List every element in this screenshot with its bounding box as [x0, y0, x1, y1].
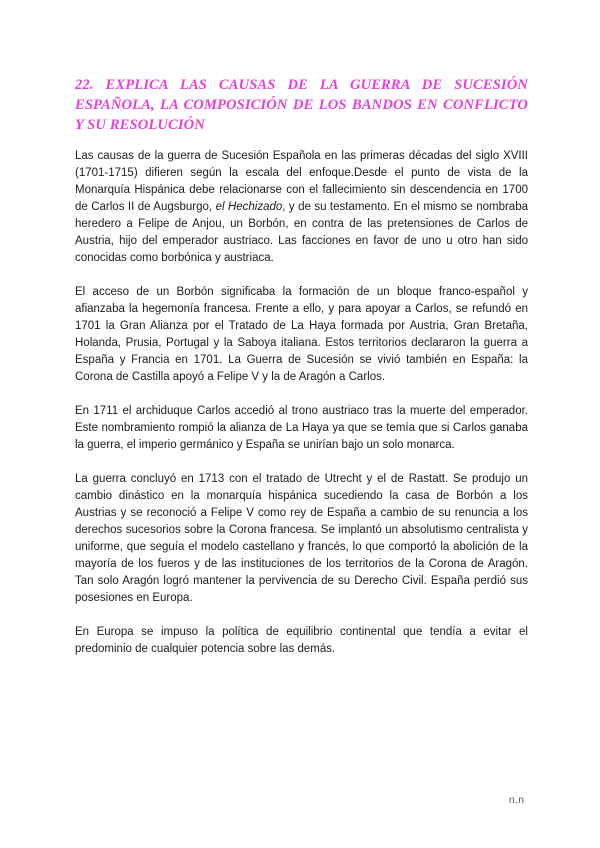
- paragraph-archduke: En 1711 el archiduque Carlos accedió al trono austriaco tras la muerte del emperador. Este nombramiento rompió la alianza de La Haya ya que se temía que si Carlos ganaba la guerra, el imperio germánico y España se unirían bajo un solo monarca.: [75, 405, 528, 451]
- answer-body: [75, 148, 528, 675]
- paragraph-resolution: La guerra concluyó en 1713 con el tratado de Utrecht y el de Rastatt. Se produjo un cambio dinástico en la monarquía hispánica sucediendo la casa de Borbón a los Austrias y se reconoció a Felipe V como rey de España a cambio de su renuncia a los derechos sucesorios sobre la Corona francesa. Se implantó un absolutismo centralista y uniforme, que seguía el modelo castellano y francés, lo que comportó la abolición de la mayoría de los fueros y de las instituciones de los territorios de la Corona de Aragón. Tan solo Aragón logró mantener la pervivencia de su Derecho Civil. España perdió sus posesiones en Europa.: [75, 473, 528, 604]
- paragraph-causes-text-end: , y de su testamento. En el mismo se nombraba heredero a Felipe de Anjou, un Borbón, en contra de las pretensiones de Carlos de Austria, hijo del emperador austriaco. Las facciones en favor de uno u otro han sido conocidas como borbónica y austriaca.: [75, 201, 528, 264]
- question-heading: 22. EXPLICA LAS CAUSAS DE LA GUERRA DE SUCESIÓN ESPAÑOLA, LA COMPOSICIÓN DE LOS BANDOS EN CONFLICTO Y SU RESOLUCIÓN: [75, 77, 528, 133]
- paragraph-causes: [75, 148, 528, 267]
- paragraph-causes-text-start: Las causas de la guerra de Sucesión Española en las primeras décadas del siglo XVIII (1701-1715) difieren según la escala del enfoque.Desde el punto de vista de la Monarquía Hispánica debe relacionarse con el fallecimiento sin descendencia en 1700 de Carlos II de Augsburgo,: [75, 150, 528, 213]
- page-number: n.n: [509, 795, 525, 806]
- paragraph-alliances: El acceso de un Borbón significaba la formación de un bloque franco-español y afianzaba la hegemonía francesa. Frente a ello, y para apoyar a Carlos, se refundó en 1701 la Gran Alianza por el Tratado de La Haya formada por Austria, Gran Bretaña, Holanda, Prusia, Portugal y la Saboya italiana. Estos territorios declararon la guerra a España y Francia en 1701. La Guerra de Sucesión se vivió también en España: la Corona de Castilla apoyó a Felipe V y la de Aragón a Carlos.: [75, 286, 528, 383]
- nickname-italic: el Hechizado: [215, 201, 283, 213]
- paragraph-europe: En Europa se impuso la política de equilibrio continental que tendía a evitar el predominio de cualquier potencia sobre las demás.: [75, 626, 528, 655]
